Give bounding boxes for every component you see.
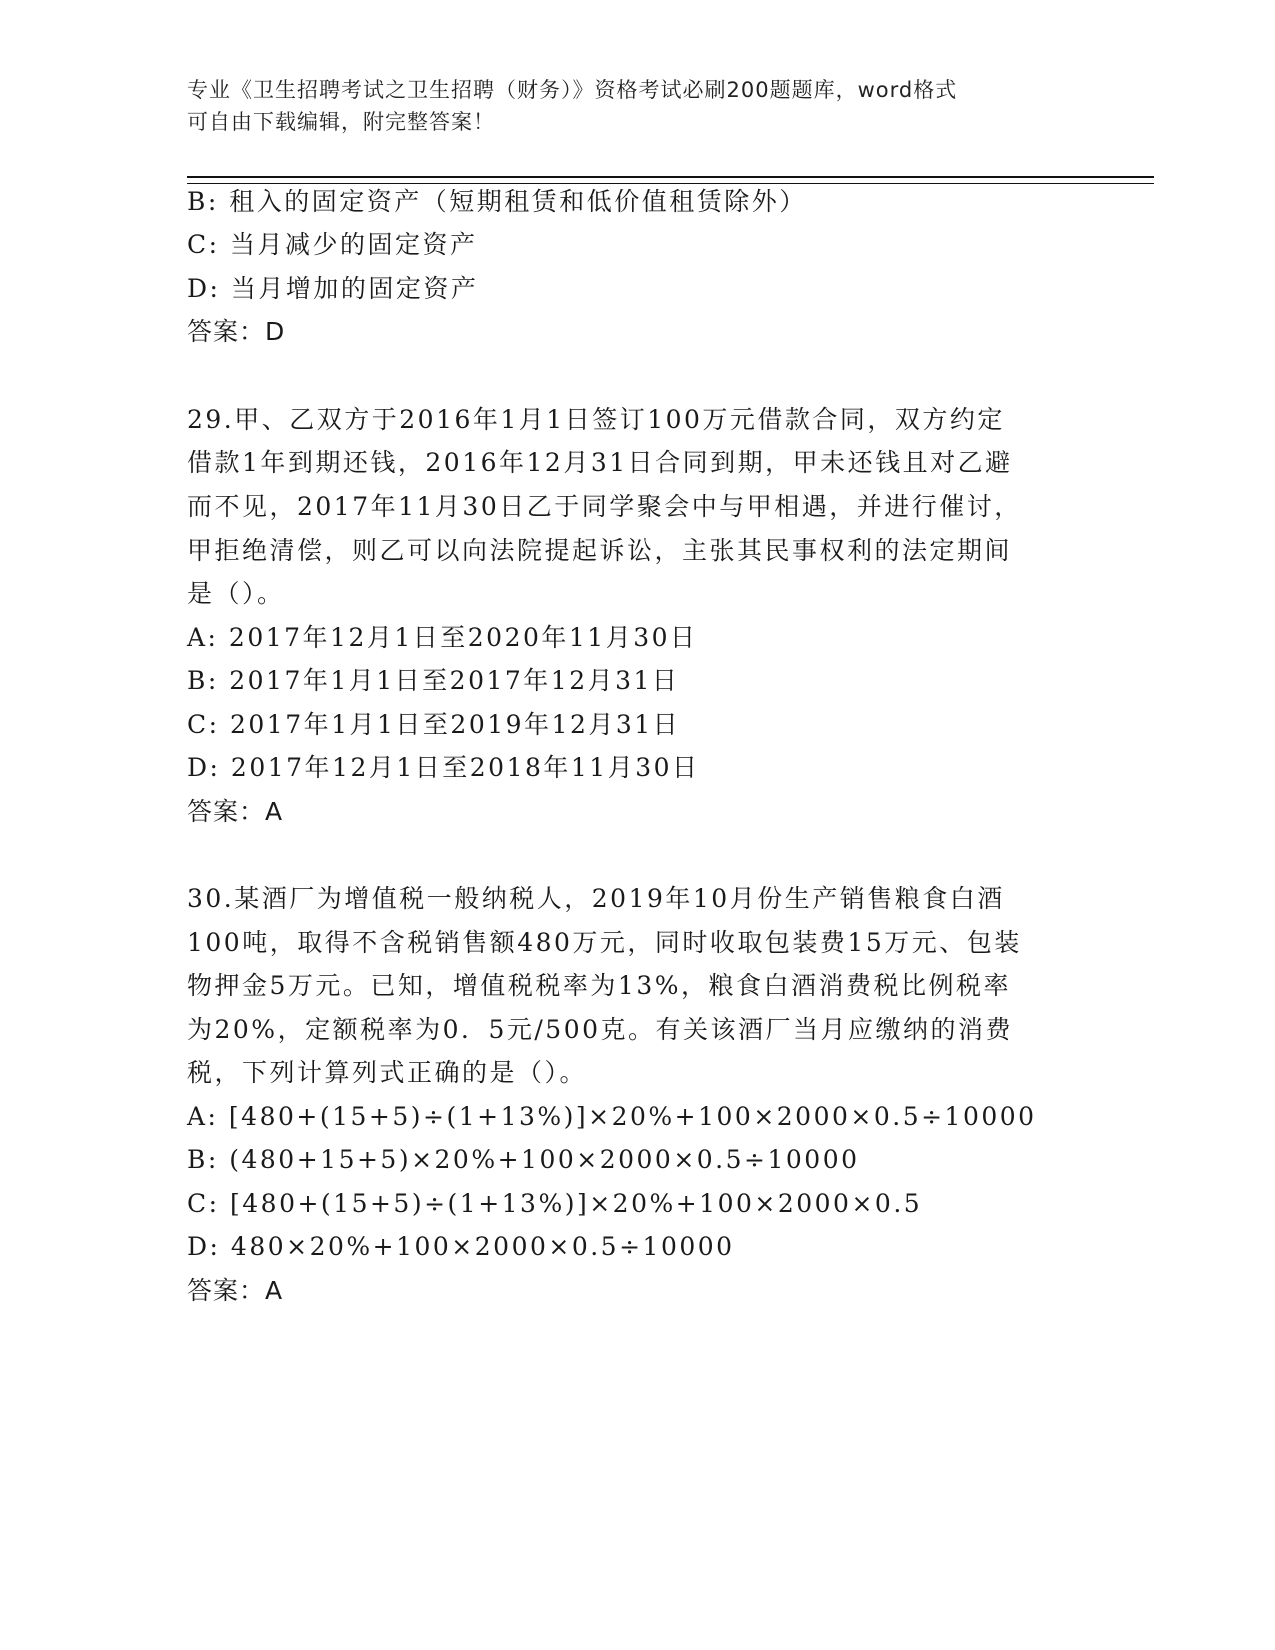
q28-answer: 答案：D [187,317,286,346]
q29-stem-line-2: 借款1年到期还钱，2016年12月31日合同到期，甲未还钱且对乙避 [187,448,1013,477]
q28-option-b: B: 租入的固定资产（短期租赁和低价值租赁除外） [187,187,807,216]
header-divider-thin [187,183,1154,184]
q30-option-a: A: [480+(15+5)÷(1+13%)]×20%+100×2000×0.5÷10000 [187,1102,1037,1131]
header-title-line-1: 专业《卫生招聘考试之卫生招聘（财务）》资格考试必刷200题题库，word格式 [187,78,958,102]
document-header [187,74,1067,138]
q30-stem-line-3: 物押金5万元。已知，增值税税率为13%，粮食白酒消费税比例税率 [187,971,1011,1000]
q30-stem-line-2: 100吨，取得不含税销售额480万元，同时收取包装费15万元、包装 [187,928,1022,957]
q30-answer: 答案：A [187,1276,284,1305]
q30-stem-line-4: 为20%，定额税率为0．5元/500克。有关该酒厂当月应缴纳的消费 [187,1015,1014,1044]
q29-option-a: A: 2017年12月1日至2020年11月30日 [187,623,698,652]
q29-option-b: B: 2017年1月1日至2017年12月31日 [187,666,680,695]
q29-option-d: D: 2017年12月1日至2018年11月30日 [187,753,700,782]
q28-option-c: C: 当月减少的固定资产 [187,230,478,259]
q30-option-c: C: [480+(15+5)÷(1+13%)]×20%+100×2000×0.5 [187,1189,923,1218]
header-divider-thick [187,176,1154,178]
q28-option-d: D: 当月增加的固定资产 [187,274,479,303]
q29-stem-line-1: 29.甲、乙双方于2016年1月1日签订100万元借款合同，双方约定 [187,405,1005,434]
q29-answer: 答案：A [187,797,284,826]
q30-option-b: B: (480+15+5)×20%+100×2000×0.5÷10000 [187,1145,860,1174]
q29-stem-line-5: 是（）。 [187,579,285,608]
q29-option-c: C: 2017年1月1日至2019年12月31日 [187,710,681,739]
header-title-line-2: 可自由下载编辑，附完整答案！ [187,110,495,134]
q29-stem-line-4: 甲拒绝清偿，则乙可以向法院提起诉讼，主张其民事权利的法定期间 [187,536,1013,565]
q30-stem-line-1: 30.某酒厂为增值税一般纳税人，2019年10月份生产销售粮食白酒 [187,884,1005,913]
q29-stem-line-3: 而不见，2017年11月30日乙于同学聚会中与甲相遇，并进行催讨， [187,492,1022,521]
q30-option-d: D: 480×20%+100×2000×0.5÷10000 [187,1232,735,1261]
q30-stem-line-5: 税，下列计算列式正确的是（）。 [187,1058,588,1087]
